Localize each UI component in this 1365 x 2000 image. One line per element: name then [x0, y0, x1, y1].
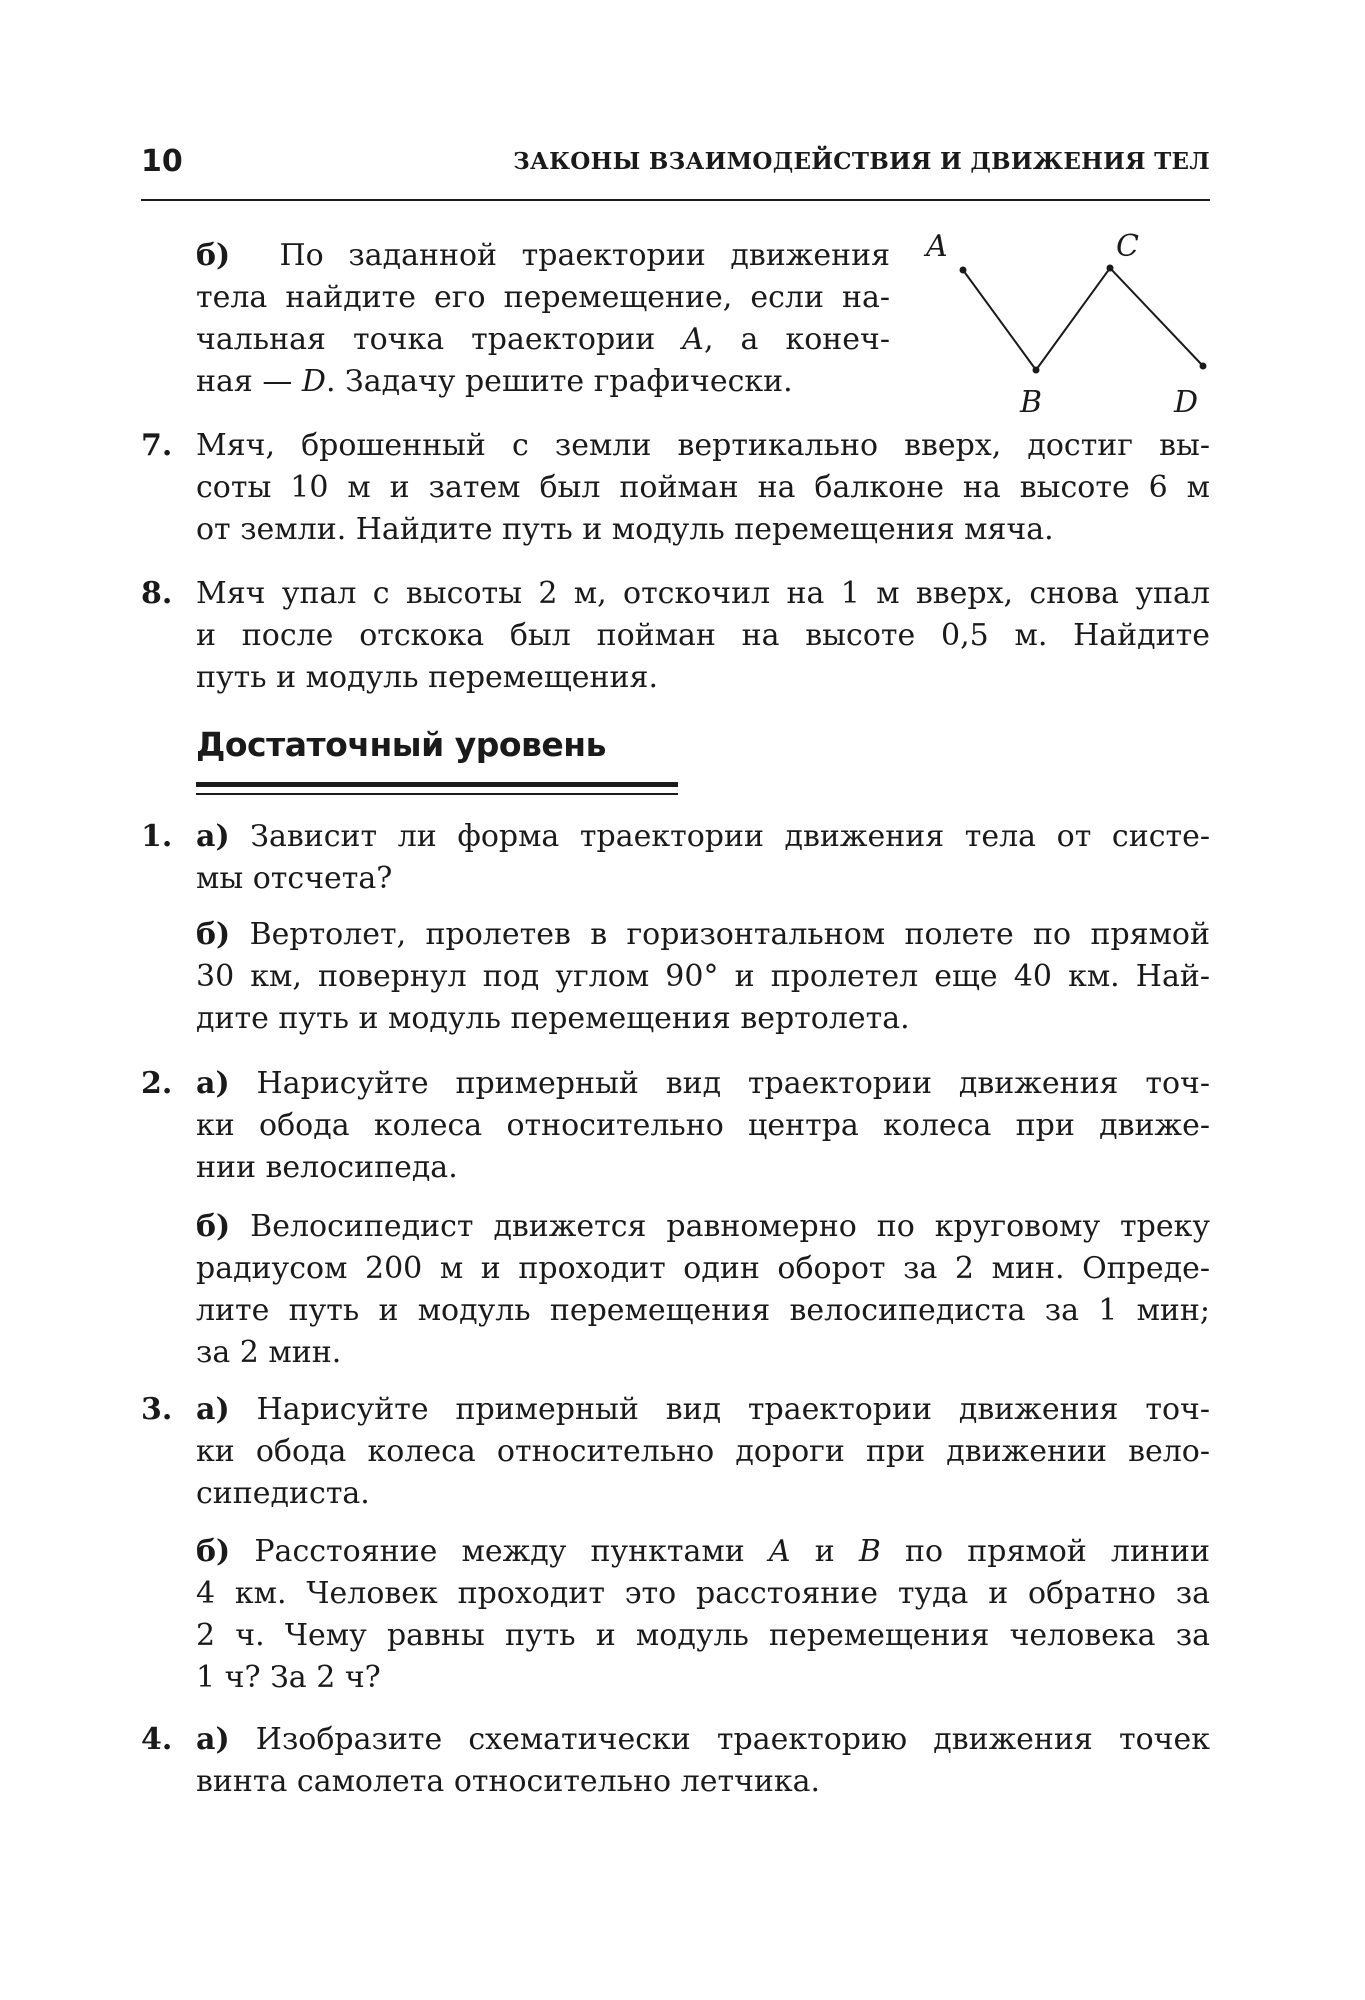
section-problem-3a: а) Нарисуйте примерный вид траектории движения точ- ки обода колеса относительно дороги при движении вело- сипедиста.	[196, 1392, 1210, 1511]
part-a-label: а)	[196, 1722, 230, 1757]
point-a-dot	[960, 267, 967, 274]
section-problem-4a: а) Изобразите схематически траекторию движения точек винта самолета относительно летчика.	[196, 1722, 1210, 1799]
section-problem-3b: б) Расстояние между пунктами A и B по прямой линии 4 км. Человек проходит это расстояние туда и обратно за 2 ч. Чему равны путь и модуль перемещения человека за 1 ч? За 2 ч?	[196, 1534, 1210, 1695]
label-d: D	[1174, 385, 1199, 420]
point-a-ref: A	[768, 1534, 791, 1569]
part-b-label: б)	[196, 1534, 231, 1569]
section-rule-thin	[196, 793, 678, 795]
problem-number: 2.	[141, 1066, 173, 1101]
page-number: 10	[141, 144, 183, 179]
point-d-dot	[1200, 363, 1207, 370]
label-a: A	[926, 229, 948, 264]
point-c-dot	[1107, 265, 1114, 272]
section-problem-2b: б) Велосипедист движется равномерно по круговому треку радиусом 200 м и проходит один оборот за 2 мин. Опреде- лите путь и модуль перемещения велосипедиста за 1 мин; за 2 мин.	[196, 1209, 1210, 1370]
running-header	[141, 136, 1210, 198]
section-problem-2a: а) Нарисуйте примерный вид траектории движения точ- ки обода колеса относительно центра колеса при движе- нии велосипеда.	[196, 1066, 1210, 1185]
problem-6b-line-1: б) По заданной траектории движения	[196, 238, 890, 273]
section-problem-1a: а) Зависит ли форма траектории движения тела от систе- мы отсчета?	[196, 819, 1210, 896]
label-b: B	[1020, 385, 1043, 420]
section-title: Достаточный уровень	[196, 725, 606, 764]
problem-6b-line-4: ная — D. Задачу решите графически.	[196, 364, 793, 399]
trajectory-figure	[920, 228, 1220, 428]
section-rule-thick	[196, 782, 678, 787]
point-b-ref: B	[858, 1534, 881, 1569]
problem-6b-line-3: чальная точка траектории A, а конеч-	[196, 322, 890, 357]
point-a-ref: A	[682, 322, 704, 357]
problem-number: 8.	[141, 576, 173, 611]
label-c: C	[1116, 229, 1139, 264]
problem-number: 7.	[141, 428, 173, 463]
part-a-label: а)	[196, 1066, 230, 1101]
part-b-label: б)	[196, 917, 231, 952]
section-problem-1b: б) Вертолет, пролетев в горизонтальном полете по прямой 30 км, повернул под углом 90° и пролетел еще 40 км. Най- дите путь и модуль перемещения вертолета.	[196, 917, 1210, 1036]
problem-6b	[196, 235, 890, 403]
problem-number: 1.	[141, 819, 173, 854]
part-b-label: б)	[196, 238, 231, 273]
point-b-dot	[1033, 367, 1040, 374]
running-title: ЗАКОНЫ ВЗАИМОДЕЙСТВИЯ И ДВИЖЕНИЯ ТЕЛ	[513, 148, 1210, 175]
problem-7-text: Мяч, брошенный с земли вертикально вверх, достиг вы- соты 10 м и затем был пойман на балконе на высоте 6 м от земли. Найдите путь и модуль перемещения мяча.	[196, 428, 1210, 547]
trajectory-path	[963, 268, 1203, 370]
header-rule	[141, 199, 1210, 201]
problem-8-text: Мяч упал с высоты 2 м, отскочил на 1 м вверх, снова упал и после отскока был пойман на высоте 0,5 м. Найдите путь и модуль перемещения.	[196, 576, 1210, 695]
problem-number: 4.	[141, 1722, 173, 1757]
part-a-label: а)	[196, 1392, 230, 1427]
problem-6b-line-2: тела найдите его перемещение, если на-	[196, 280, 890, 315]
problem-number: 3.	[141, 1392, 173, 1427]
part-b-label: б)	[196, 1209, 231, 1244]
part-a-label: а)	[196, 819, 230, 854]
point-d-ref: D	[301, 364, 326, 399]
